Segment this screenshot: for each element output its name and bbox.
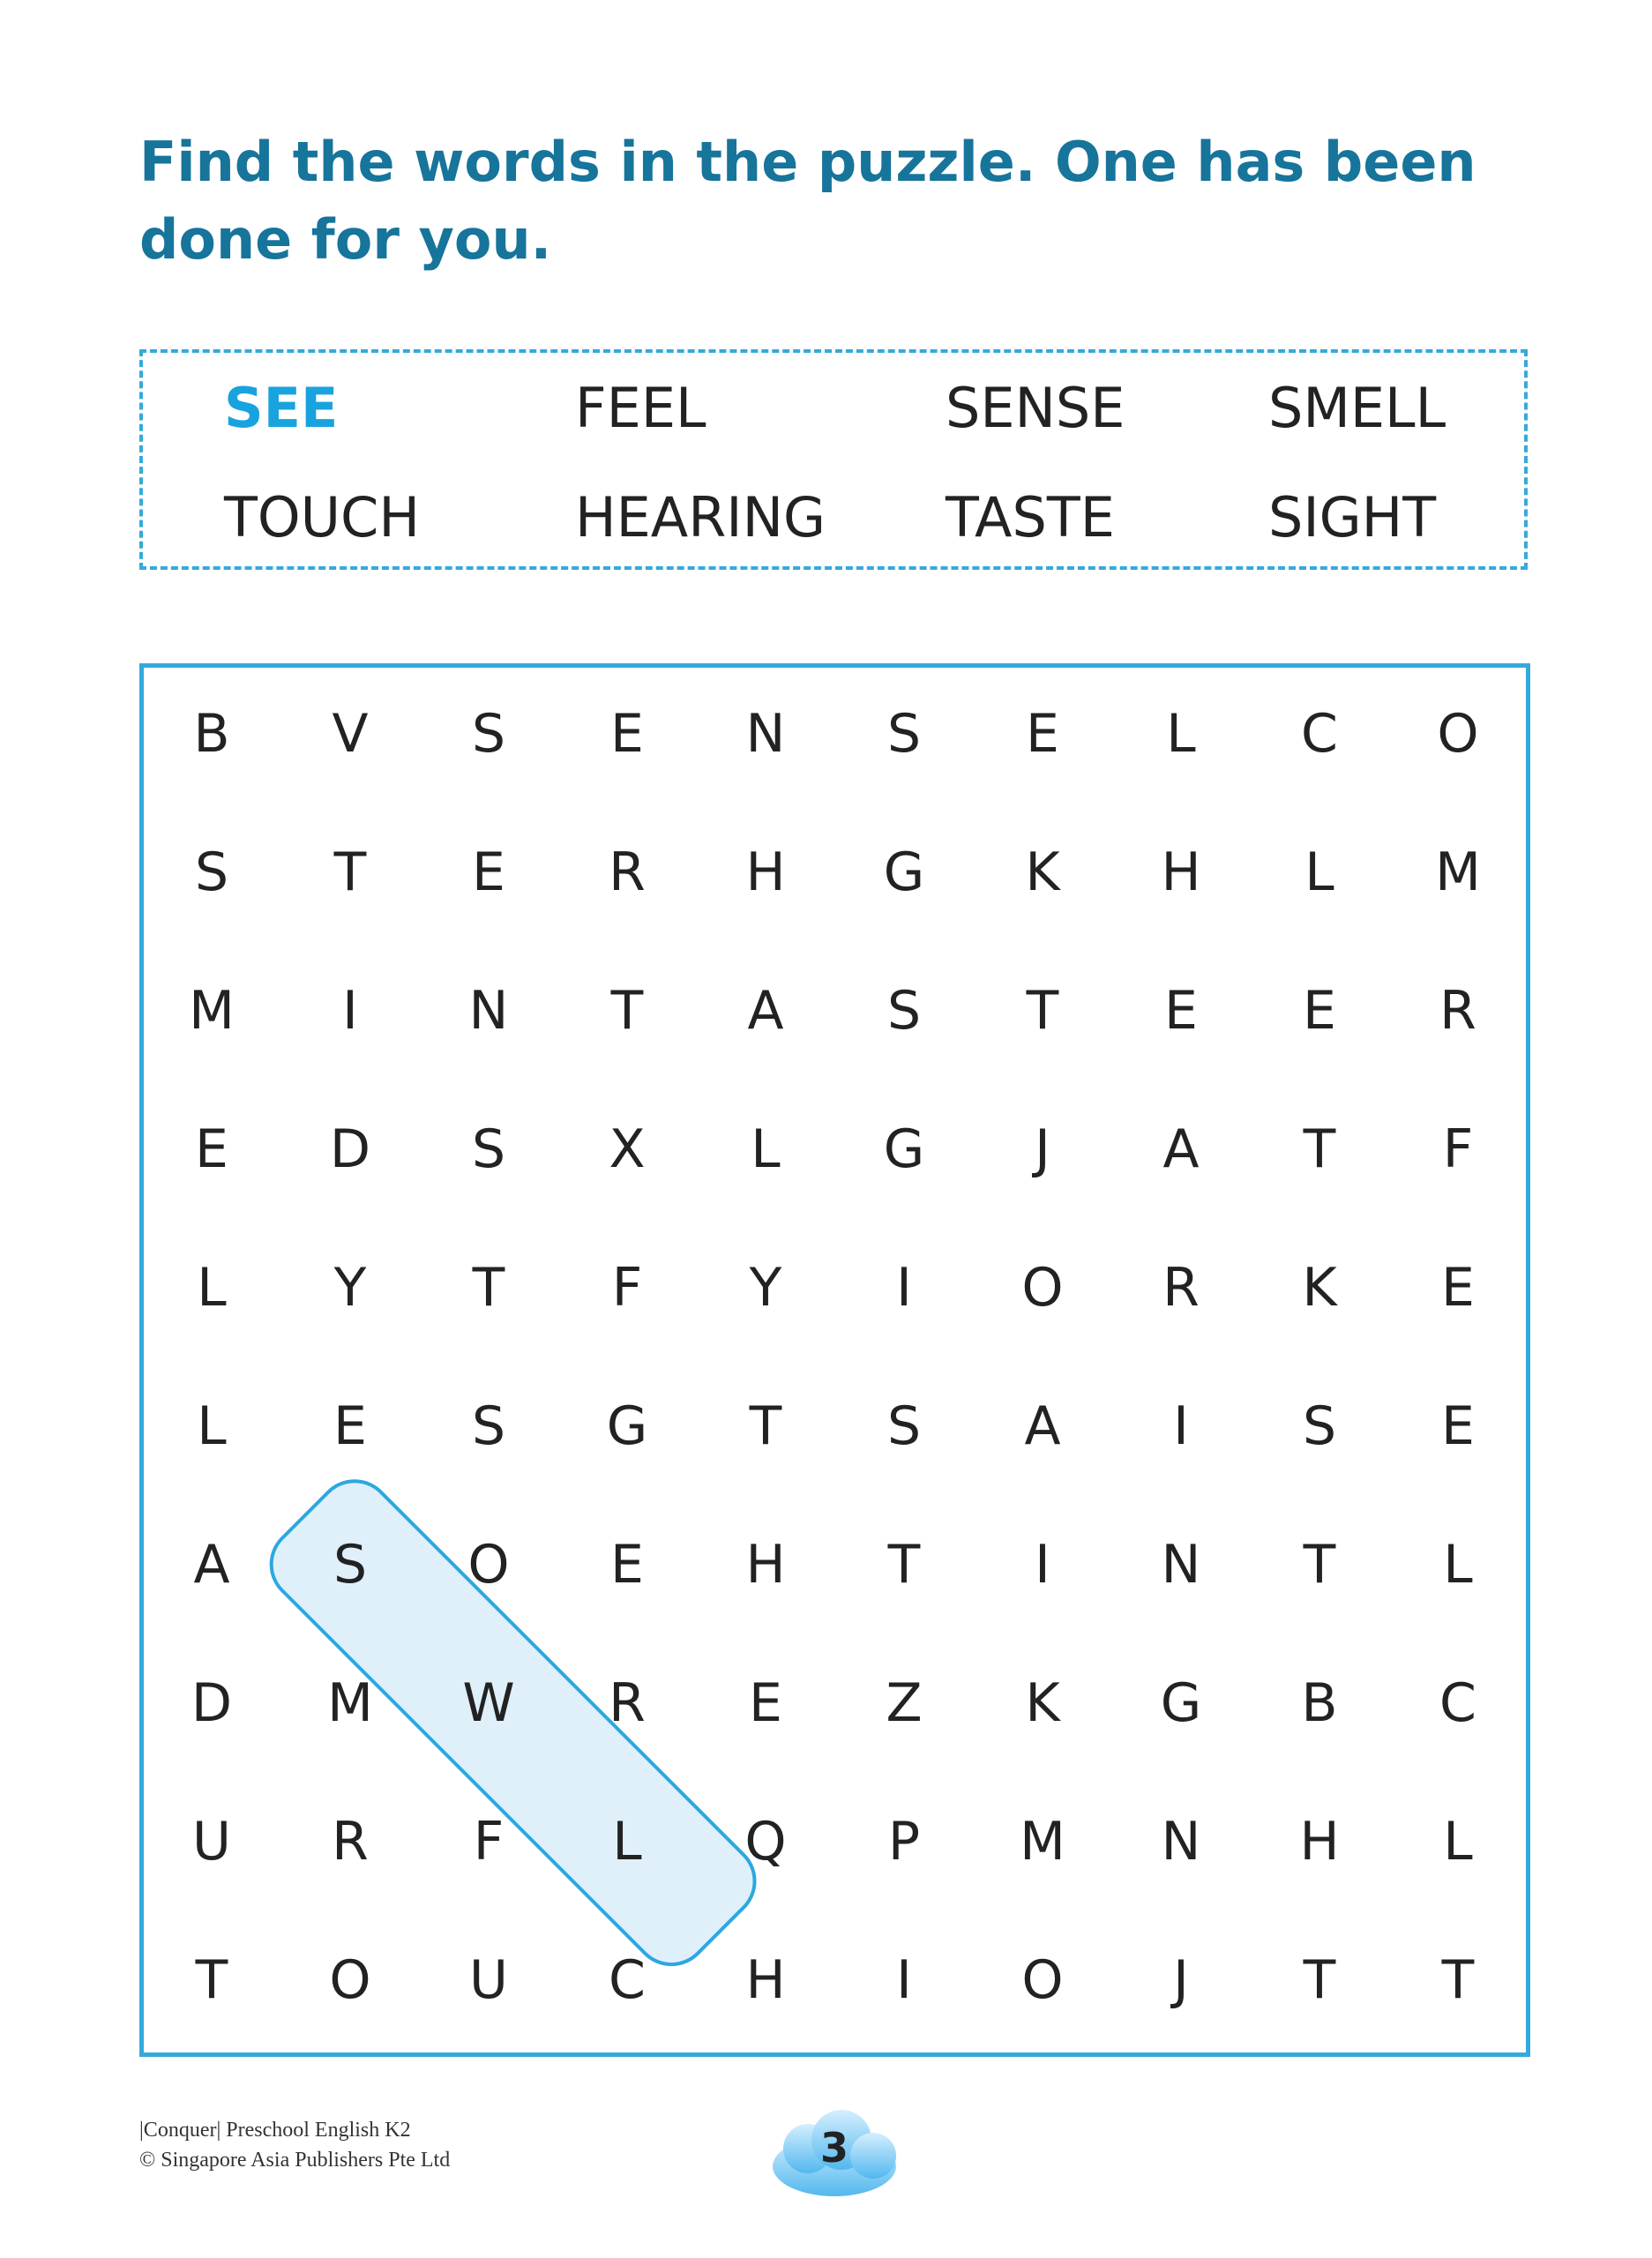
grid-letter[interactable]: R [1439,980,1476,1042]
grid-letter[interactable]: Q [744,1811,787,1873]
grid-letter[interactable]: J [1173,1949,1189,2011]
grid-letter[interactable]: T [1303,1534,1336,1596]
grid-letter[interactable]: H [745,1949,786,2011]
grid-letter[interactable]: O [1021,1257,1064,1319]
grid-letter[interactable]: T [333,841,367,903]
grid-letter[interactable]: N [745,703,786,765]
grid-letter[interactable]: F [473,1811,505,1873]
grid-letter[interactable]: L [612,1811,642,1873]
word-bank-item: TOUCH [224,485,420,550]
grid-letter[interactable]: Y [749,1257,782,1319]
footer-credits [139,2115,450,2175]
page-number: 3 [819,2124,848,2172]
grid-letter[interactable]: S [194,841,229,903]
grid-letter[interactable]: C [1301,703,1338,765]
grid-letter[interactable]: U [192,1811,231,1873]
grid-letter[interactable]: S [886,980,922,1042]
grid-letter[interactable]: T [749,1395,782,1457]
grid-letter[interactable]: I [1035,1534,1050,1596]
grid-letter[interactable]: B [1301,1672,1338,1734]
grid-letter[interactable]: E [1026,703,1059,765]
grid-letter[interactable]: D [191,1672,233,1734]
grid-letter[interactable]: E [333,1395,367,1457]
grid-letter[interactable]: R [609,841,646,903]
grid-letter[interactable]: L [1443,1811,1473,1873]
grid-letter[interactable]: L [197,1395,227,1457]
grid-letter[interactable]: Z [886,1672,923,1734]
grid-letter[interactable]: T [1303,1949,1336,2011]
grid-letter[interactable]: K [1025,1672,1060,1734]
grid-letter[interactable]: R [1162,1257,1200,1319]
word-bank-item: SEE [224,376,339,440]
grid-letter[interactable]: S [886,1395,922,1457]
grid-letter[interactable]: N [1161,1534,1201,1596]
grid-letter[interactable]: R [609,1672,646,1734]
grid-letter[interactable]: S [886,703,922,765]
grid-letter[interactable]: E [610,703,644,765]
grid-letter[interactable]: O [329,1949,371,2011]
grid-letter[interactable]: E [1441,1395,1475,1457]
grid-letter[interactable]: H [745,1534,786,1596]
grid-letter[interactable]: S [471,1118,506,1180]
grid-letter[interactable]: X [609,1118,646,1180]
grid-letter[interactable]: M [327,1672,373,1734]
grid-letter[interactable]: K [1302,1257,1337,1319]
grid-letter[interactable]: E [1303,980,1336,1042]
grid-letter[interactable]: I [896,1257,912,1319]
grid-letter[interactable]: L [751,1118,781,1180]
word-bank-item: FEEL [575,376,706,440]
instruction-heading: Find the words in the puzzle. One has been done for you. [139,130,1476,272]
word-bank [139,349,1528,570]
grid-letter[interactable]: M [189,980,235,1042]
grid-letter[interactable]: S [1302,1395,1337,1457]
grid-letter[interactable]: O [467,1534,510,1596]
grid-letter[interactable]: H [1161,841,1201,903]
grid-letter[interactable]: H [1299,1811,1340,1873]
grid-letter[interactable]: T [195,1949,228,2011]
grid-letter[interactable]: E [1441,1257,1475,1319]
grid-letter[interactable]: T [1303,1118,1336,1180]
grid-letter[interactable]: J [1035,1118,1050,1180]
grid-letter[interactable]: G [606,1395,648,1457]
grid-letter[interactable]: N [1161,1811,1201,1873]
grid-letter[interactable]: N [468,980,509,1042]
grid-letter[interactable]: M [1435,841,1481,903]
letter-grid [159,674,1552,2067]
word-bank-item: SIGHT [1268,485,1437,550]
word-bank-item: SENSE [946,376,1125,440]
grid-letter[interactable]: G [883,1118,925,1180]
grid-letter[interactable]: T [472,1257,505,1319]
word-bank-item: SMELL [1268,376,1446,440]
grid-letter[interactable]: E [472,841,505,903]
grid-letter[interactable]: U [469,1949,508,2011]
grid-letter[interactable]: K [1025,841,1060,903]
grid-letter[interactable]: F [1442,1118,1474,1180]
grid-letter[interactable]: O [1021,1949,1064,2011]
grid-letter[interactable]: F [611,1257,643,1319]
grid-letter[interactable]: I [342,980,358,1042]
grid-letter[interactable]: C [1439,1672,1476,1734]
grid-letter[interactable]: L [1166,703,1196,765]
grid-letter[interactable]: M [1020,1811,1065,1873]
word-bank-item: HEARING [575,485,826,550]
grid-letter[interactable]: G [1160,1672,1202,1734]
grid-letter[interactable]: Y [333,1257,367,1319]
grid-letter[interactable]: T [610,980,644,1042]
grid-letter[interactable]: S [471,1395,506,1457]
grid-letter[interactable]: H [745,841,786,903]
grid-letter[interactable]: A [747,980,784,1042]
grid-letter[interactable]: T [1441,1949,1475,2011]
grid-letter[interactable]: A [1162,1118,1200,1180]
grid-letter[interactable]: L [1443,1534,1473,1596]
grid-letter[interactable]: C [609,1949,646,2011]
grid-letter[interactable]: B [193,703,230,765]
grid-letter[interactable]: S [471,703,506,765]
grid-letter[interactable]: D [329,1118,371,1180]
grid-letter[interactable]: T [1026,980,1059,1042]
grid-letter[interactable]: G [883,841,925,903]
grid-letter[interactable]: W [462,1672,515,1734]
grid-letter[interactable]: L [1304,841,1334,903]
word-bank-item: TASTE [946,485,1115,550]
grid-letter[interactable]: A [1024,1395,1061,1457]
footer-line: |Conquer| Preschool English K2 [139,2119,411,2142]
grid-letter[interactable]: I [896,1949,912,2011]
grid-letter[interactable]: L [197,1257,227,1319]
grid-letter[interactable]: E [195,1118,228,1180]
grid-letter[interactable]: P [887,1811,921,1873]
copyright-line: © Singapore Asia Publishers Pte Ltd [139,2149,451,2172]
grid-letter[interactable]: V [332,703,369,765]
grid-letter[interactable]: E [749,1672,782,1734]
grid-letter[interactable]: S [333,1534,368,1596]
grid-letter[interactable]: T [887,1534,921,1596]
grid-letter[interactable]: E [1164,980,1198,1042]
grid-letter[interactable]: O [1437,703,1479,765]
grid-letter[interactable]: I [1173,1395,1189,1457]
grid-letter[interactable]: A [193,1534,230,1596]
grid-letter[interactable]: E [610,1534,644,1596]
grid-letter[interactable]: R [332,1811,369,1873]
